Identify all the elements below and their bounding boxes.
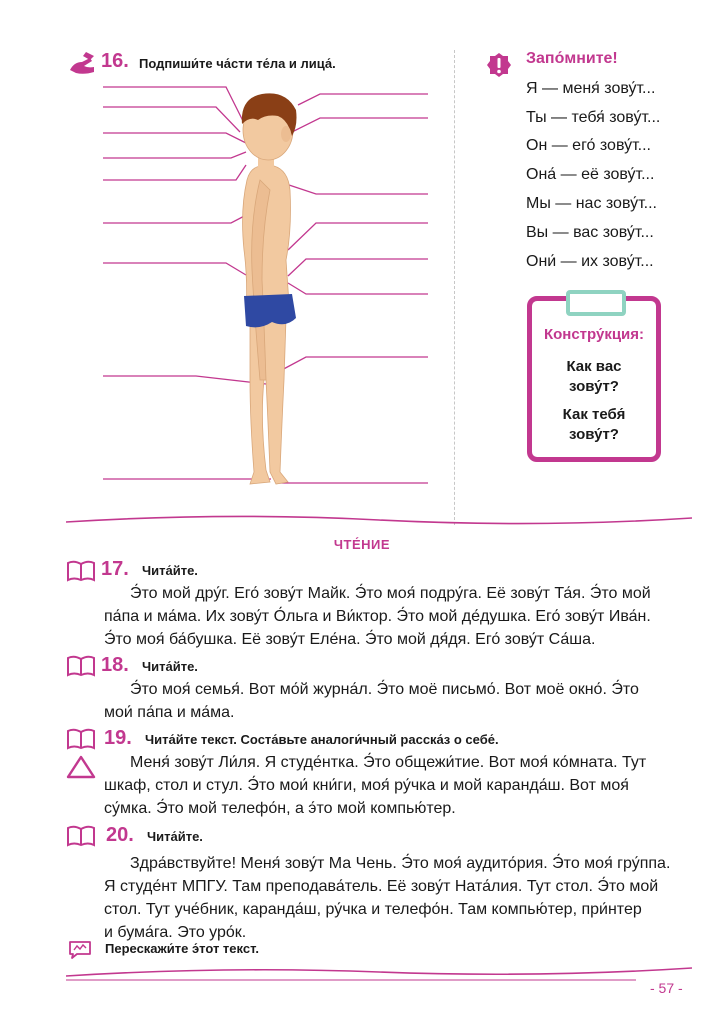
label-line-l2 xyxy=(103,107,240,132)
label-line-r6 xyxy=(288,283,428,294)
book-icon xyxy=(66,825,96,847)
exercise-16-number: 16. xyxy=(101,50,129,72)
construction-question-1a: Как вас xyxy=(566,358,622,375)
label-line-r5 xyxy=(288,259,428,276)
label-line-l7 xyxy=(103,263,246,275)
exercise-20-line-3: стол. Тут уче́бник, каранда́ш, ру́чка и телефо́н. Там компью́тер, при́нтер xyxy=(104,901,642,918)
exercise-18-title: Чита́йте. xyxy=(142,659,198,674)
label-line-l1 xyxy=(103,87,244,123)
clipboard-clip xyxy=(566,290,626,316)
phrase-my: Мы — нас зову́т... xyxy=(526,195,657,212)
label-line-r2 xyxy=(276,118,428,140)
exercise-17-line-2: па́па и ма́ма. Их зову́т О́льга и Ви́ктор. Э́то мой де́душка. Его́ зову́т Ива́н. xyxy=(104,608,651,625)
remember-title: Запо́мните! xyxy=(526,50,618,67)
section-reading-title: ЧТЕ́НИЕ xyxy=(333,537,391,552)
exercise-18-line-1: Э́то моя́ семья́. Вот мо́й журна́л. Э́то моё письмо́. Вот моё окно́. Э́то xyxy=(130,681,639,698)
exercise-20-line-4: и бума́га. Это уро́к. xyxy=(104,924,247,941)
construction-question-1b: зову́т? xyxy=(569,378,619,395)
phrase-ya: Я — меня́ зову́т... xyxy=(526,80,656,97)
exercise-19-number: 19. xyxy=(104,727,132,749)
wave-divider-bottom xyxy=(66,964,692,982)
column-divider xyxy=(454,50,455,525)
body-diagram xyxy=(100,80,440,505)
exercise-17-line-1: Э́то мой дру́г. Его́ зову́т Майк. Э́то моя́ подру́га. Её зову́т Та́я. Э́то мой xyxy=(130,585,651,602)
exercise-17-line-3: Э́то моя́ ба́бушка. Её зову́т Еле́на. Э́то мой дя́дя. Его́ зову́т Са́ша. xyxy=(104,631,596,648)
exercise-16-title: Подпиши́те ча́сти те́ла и лица́. xyxy=(139,56,336,71)
construction-question-2a: Как тебя́ xyxy=(562,406,626,423)
phrase-ona: Она́ — её зову́т... xyxy=(526,166,655,183)
exercise-18-line-2: мои́ па́па и ма́ма. xyxy=(104,704,235,721)
label-line-l4 xyxy=(103,152,246,158)
retell-instruction: Перескажи́те э́тот текст. xyxy=(105,941,259,956)
legs xyxy=(250,318,288,484)
label-line-r1 xyxy=(298,94,428,105)
wave-divider-top xyxy=(66,512,692,530)
page-number: - 57 - xyxy=(650,980,683,996)
exercise-20-line-1: Здра́вствуйте! Меня́ зову́т Ма Чень. Э́то моя́ аудито́рия. Э́то моя́ гру́ппа. xyxy=(130,855,671,872)
exercise-19-title: Чита́йте текст. Соста́вьте аналоги́чный расска́з о себе́. xyxy=(145,732,499,747)
exercise-20-number: 20. xyxy=(106,824,134,846)
exercise-17-title: Чита́йте. xyxy=(142,563,198,578)
chat-icon xyxy=(68,940,92,960)
label-line-l3 xyxy=(103,133,246,143)
triangle-icon xyxy=(66,755,96,779)
label-line-l5 xyxy=(103,165,246,180)
label-line-r3 xyxy=(286,184,428,194)
label-line-r4 xyxy=(288,223,428,250)
exercise-19-line-2: шкаф, стол и стул. Э́то мои́ кни́ги, моя́ ру́чка и мой каранда́ш. Вот моя́ xyxy=(104,777,629,794)
book-icon xyxy=(66,560,96,582)
book-icon xyxy=(66,655,96,677)
exercise-17-number: 17. xyxy=(101,558,129,580)
label-line-l8 xyxy=(103,376,266,384)
phrase-oni: Они́ — их зову́т... xyxy=(526,253,654,270)
shorts xyxy=(244,294,296,327)
construction-title: Констру́кция: xyxy=(543,326,645,343)
phrase-ty: Ты — тебя́ зову́т... xyxy=(526,109,661,126)
exercise-20-title: Чита́йте. xyxy=(147,829,203,844)
exclamation-icon xyxy=(486,52,512,78)
label-line-l6 xyxy=(103,212,252,223)
phrase-on: Он — его́ зову́т... xyxy=(526,137,651,154)
exercise-18-number: 18. xyxy=(101,654,129,676)
label-line-r7 xyxy=(278,357,428,372)
writing-hand-icon xyxy=(68,50,96,76)
construction-question-2b: зову́т? xyxy=(569,426,619,443)
ear xyxy=(281,126,291,142)
book-icon xyxy=(66,728,96,750)
phrase-vy: Вы — вас зову́т... xyxy=(526,224,654,241)
exercise-19-line-1: Меня́ зову́т Ли́ля. Я студе́нтка. Э́то общежи́тие. Вот моя́ ко́мната. Тут xyxy=(130,754,647,771)
boy-figure xyxy=(242,93,297,484)
exercise-20-line-2: Я студе́нт МПГУ. Там преподава́тель. Её зову́т Ната́лия. Тут стол. Э́то мой xyxy=(104,878,659,895)
exercise-19-line-3: су́мка. Э́то мой телефо́н, а э́то мой компью́тер. xyxy=(104,800,456,817)
